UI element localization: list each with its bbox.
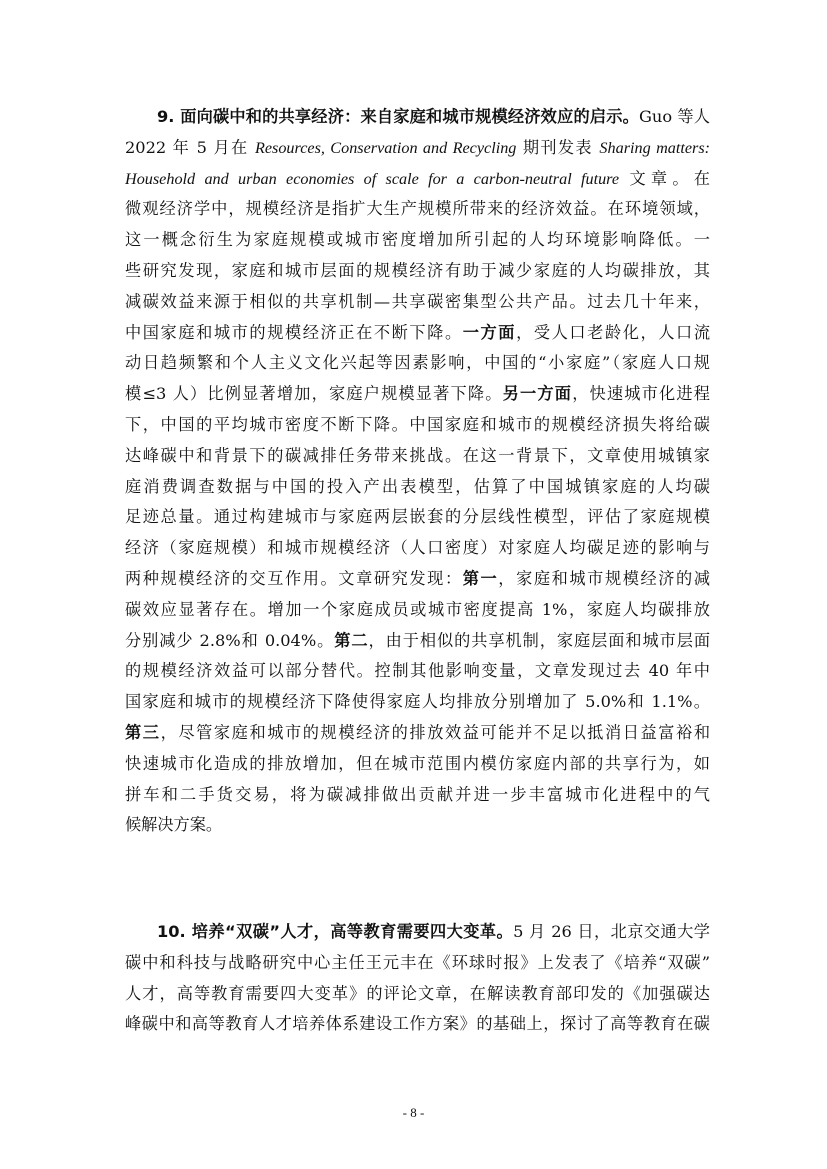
text-line: 分别减少 2.8%和 0.04%。第二，由于相似的共享机制，家庭层面和城市层面 bbox=[125, 630, 710, 650]
text-line: 达峰碳中和背景下的碳减排任务带来挑战。在这一背景下，文章使用城镇家 bbox=[125, 445, 710, 465]
text-line: 峰碳中和高等教育人才培养体系建设工作方案》的基础上，探讨了高等教育在碳 bbox=[125, 1014, 710, 1034]
text-line: 庭消费调查数据与中国的投入产出表模型，估算了中国城镇家庭的人均碳 bbox=[125, 476, 710, 496]
section-heading: 10. 培养“双碳”人才，高等教育需要四大变革。 bbox=[157, 922, 514, 941]
text-line: 国家庭和城市的规模经济下降使得家庭人均排放分别增加了 5.0%和 1.1%。 bbox=[125, 692, 710, 712]
text-line: 些研究发现，家庭和城市层面的规模经济有助于减少家庭的人均碳排放，其 bbox=[125, 260, 710, 280]
text-line: 模≤3 人）比例显著增加，家庭户规模显著下降。另一方面，快速城市化进程 bbox=[125, 384, 710, 404]
text-line: 10. 培养“双碳”人才，高等教育需要四大变革。5 月 26 日，北京交通大学 bbox=[157, 922, 710, 941]
paragraph-9 bbox=[125, 102, 710, 841]
text-line: 两种规模经济的交互作用。文章研究发现：第一，家庭和城市规模经济的减 bbox=[125, 568, 710, 588]
text-line: 动日趋频繁和个人主义文化兴起等因素影响，中国的“小家庭”（家庭人口规 bbox=[125, 353, 710, 373]
article-title: Household and urban economies of scale for a carbon-neutral future bbox=[125, 169, 620, 188]
text-line: 足迹总量。通过构建城市与家庭两层嵌套的分层线性模型，评估了家庭规模 bbox=[125, 507, 710, 527]
text-line: 的规模经济效益可以部分替代。控制其他影响变量，文章发现过去 40 年中 bbox=[125, 661, 710, 681]
text-line: 下，中国的平均城市密度不断下降。中国家庭和城市的规模经济损失将给碳 bbox=[125, 414, 710, 434]
text-line: 拼车和二手货交易，将为碳减排做出贡献并进一步丰富城市化进程中的气 bbox=[125, 784, 710, 804]
text-line: 经济（家庭规模）和城市规模经济（人口密度）对家庭人均碳足迹的影响与 bbox=[125, 538, 710, 558]
text-line: 减碳效益来源于相似的共享机制—共享碳密集型公共产品。过去几十年来， bbox=[125, 291, 710, 311]
text-line: 第三，尽管家庭和城市的规模经济的排放效益可能并不足以抵消日益富裕和 bbox=[125, 722, 710, 742]
text-line: 碳中和科技与战略研究中心主任王元丰在《环球时报》上发表了《培养“双碳” bbox=[125, 952, 710, 972]
text-line: 这一概念衍生为家庭规模或城市密度增加所引起的人均环境影响降低。一 bbox=[125, 230, 710, 250]
article-title: Sharing matters: bbox=[599, 138, 710, 157]
journal-name: Resources, Conservation and Recycling bbox=[254, 138, 517, 157]
paragraph-10 bbox=[125, 917, 710, 1040]
text-line: 人才，高等教育需要四大变革》的评论文章，在解读教育部印发的《加强碳达 bbox=[125, 983, 710, 1003]
page-number: - 8 - bbox=[402, 1105, 425, 1120]
text-line: 微观经济学中，规模经济是指扩大生产规模所带来的经济效益。在环境领域， bbox=[125, 199, 710, 219]
text-line: 碳效应显著存在。增加一个家庭成员或城市密度提高 1%，家庭人均碳排放 bbox=[125, 599, 710, 619]
text-line: 中国家庭和城市的规模经济正在不断下降。一方面，受人口老龄化，人口流 bbox=[125, 322, 710, 342]
text-line: Household and urban economies of scale for a carbon-neutral future 文章。在 bbox=[125, 168, 710, 188]
text-line: 2022 年 5 月在 Resources, Conservation and Recycling 期刊发表 Sharing matters: bbox=[125, 137, 710, 157]
text-line: 快速城市化造成的排放增加，但在城市范围内模仿家庭内部的共享行为，如 bbox=[125, 753, 710, 773]
text-line: 候解决方案。 bbox=[125, 815, 223, 835]
text-line: 9. 面向碳中和的共享经济：来自家庭和城市规模经济效应的启示。Guo 等人 bbox=[157, 107, 710, 126]
section-heading: 9. 面向碳中和的共享经济：来自家庭和城市规模经济效应的启示。 bbox=[157, 107, 639, 126]
